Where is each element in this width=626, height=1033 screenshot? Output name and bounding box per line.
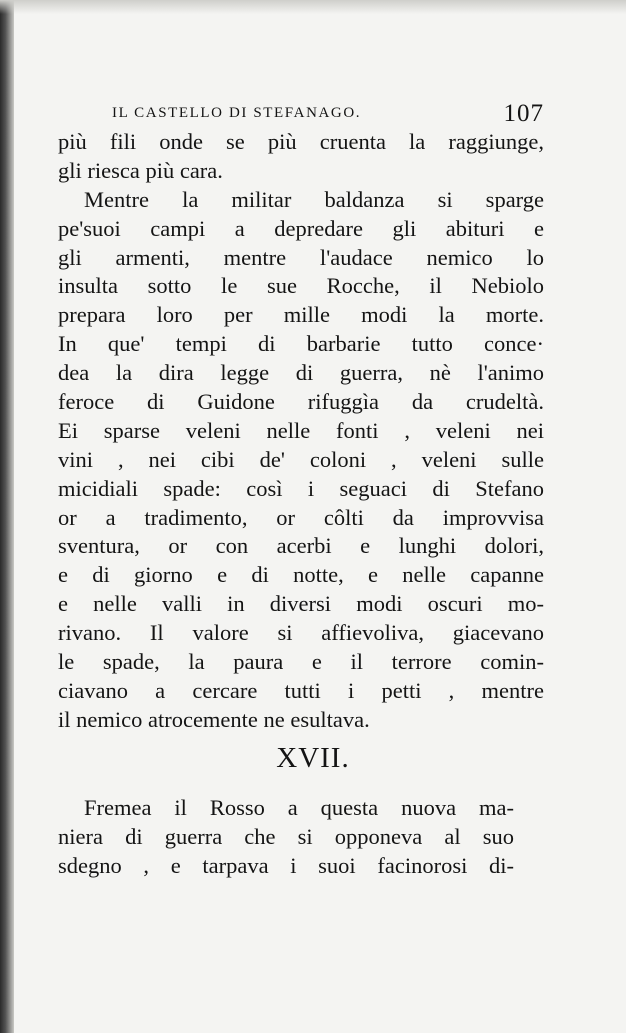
text-line: Fremea il Rosso a questa nuova ma- [84,795,514,820]
running-head [112,102,544,128]
text-line: gli riesca più cara. [58,157,223,183]
text-line: Ei sparse veleni nelle fonti , veleni nei [58,417,544,443]
section-heading: XVII. [276,742,350,774]
text-line: feroce di Guidone rifuggìa da crudeltà. [58,389,544,415]
text-line: vini , nei cibi de' coloni , veleni sulle [58,446,544,472]
paragraph-1 [58,128,544,735]
text-line: ciavano a cercare tutti i petti , mentre [58,677,544,703]
text-line: le spade, la paura e il terrore comin- [58,649,544,675]
text-line: insulta sotto le sue Rocche, il Nebiolo [58,273,544,299]
page-top-shadow [0,0,626,14]
running-head-title: IL CASTELLO DI STEFANAGO. [112,105,362,121]
text-line: e nelle valli in diversi modi oscuri mo- [58,591,544,617]
text-line: rivano. Il valore si affievoliva, giacevano [58,620,544,646]
text-line: Mentre la militar baldanza si sparge [84,186,544,212]
paragraph-2 [58,794,514,881]
text-line: pe'suoi campi a depredare gli abituri e [58,215,544,241]
text-line: dea la dira legge di guerra, nè l'animo [58,360,544,386]
text-line: or a tradimento, or côlti da improvvisa [58,504,544,530]
text-line: In que' tempi di barbarie tutto conce· [58,331,544,357]
text-line: gli armenti, mentre l'audace nemico lo [58,244,544,270]
text-line: niera di guerra che si opponeva al suo [58,823,514,849]
page-number: 107 [503,100,544,127]
text-line: prepara loro per mille modi la morte. [58,302,544,328]
text-line: e di giorno e di notte, e nelle capanne [58,562,544,588]
book-gutter-edge [0,0,14,1033]
text-line: sdegno , e tarpava i suoi facinorosi di- [58,852,514,878]
text-line: micidiali spade: così i seguaci di Stefano [58,475,544,501]
text-line: sventura, or con acerbi e lunghi dolori, [58,533,544,559]
text-line: più fili onde se più cruenta la raggiunge, [58,129,544,154]
text-line: il nemico atrocemente ne esultava. [58,706,370,732]
